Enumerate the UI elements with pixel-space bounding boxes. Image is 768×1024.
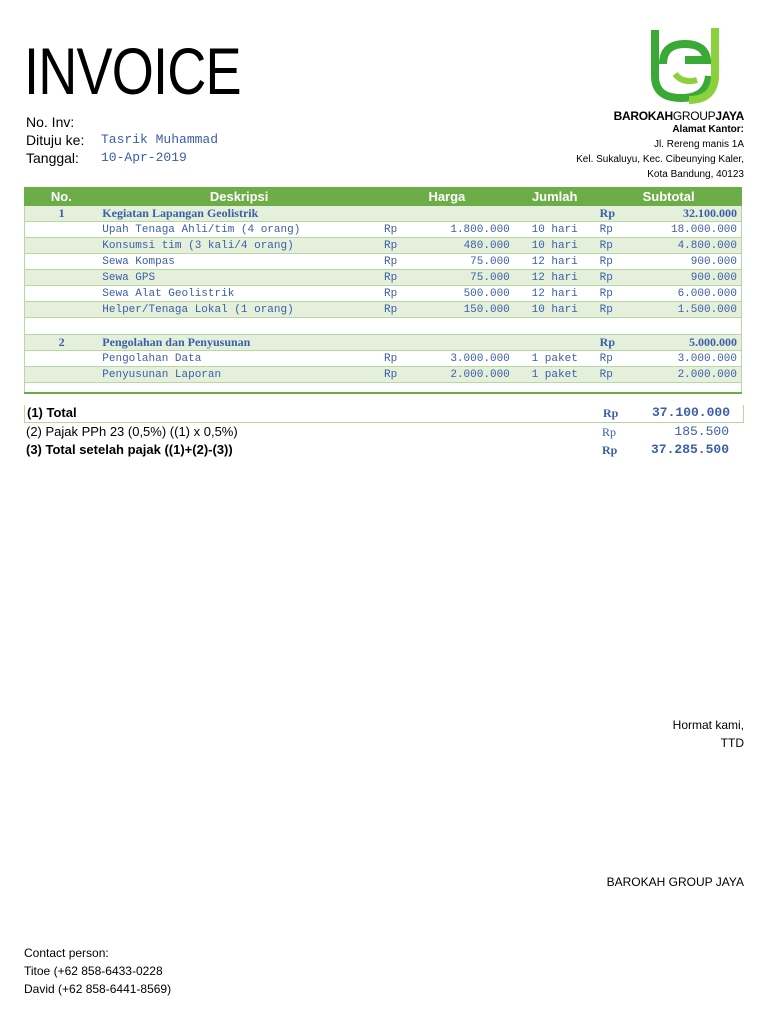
cell-price-currency: Rp (380, 238, 420, 254)
cell-quantity: 10 hari (514, 238, 596, 254)
cell-description: Pengolahan dan Penyusunan (98, 335, 380, 351)
column-header-no: No. (25, 188, 99, 206)
cell-price: 480.000 (420, 238, 514, 254)
cell-price-currency (380, 318, 420, 335)
cell-description: Helper/Tenaga Lokal (1 orang) (98, 302, 380, 318)
address-line: Kel. Sukaluyu, Kec. Cibeunying Kaler, (576, 154, 744, 165)
closing-greeting: Hormat kami, (672, 718, 744, 732)
cell-description: Penyusunan Laporan (98, 367, 380, 383)
cell-subtotal: 900.000 (632, 270, 742, 286)
cell-price: 150.000 (420, 302, 514, 318)
recipient-label: Dituju ke: (26, 132, 85, 148)
cell-price-currency: Rp (380, 367, 420, 383)
cell-price-currency (380, 335, 420, 351)
cell-number (25, 302, 99, 318)
cell-description (98, 383, 380, 394)
table-row (25, 302, 742, 318)
cell-quantity (514, 335, 596, 351)
cell-price: 1.800.000 (420, 222, 514, 238)
total-label: (1) Total (27, 405, 77, 420)
cell-quantity: 10 hari (514, 302, 596, 318)
cell-price (420, 318, 514, 335)
after-tax-row (24, 442, 742, 459)
cell-subtotal: 900.000 (632, 254, 742, 270)
cell-quantity: 12 hari (514, 270, 596, 286)
cell-subtotal-currency: Rp (596, 286, 632, 302)
company-name-part-3: JAYA (715, 109, 744, 123)
cell-price-currency: Rp (380, 351, 420, 367)
cell-subtotal-currency: Rp (596, 302, 632, 318)
cell-quantity: 1 paket (514, 367, 596, 383)
cell-price-currency: Rp (380, 222, 420, 238)
cell-price: 2.000.000 (420, 367, 514, 383)
cell-number (25, 222, 99, 238)
cell-quantity: 12 hari (514, 286, 596, 302)
total-row (24, 405, 744, 423)
column-header-price: Harga (380, 188, 514, 206)
column-header-description: Deskripsi (98, 188, 380, 206)
cell-number (25, 351, 99, 367)
table-row (25, 351, 742, 367)
cell-subtotal: 32.100.000 (632, 206, 742, 222)
cell-price-currency (380, 206, 420, 222)
contact-label: Contact person: (24, 946, 109, 960)
contact-block (24, 944, 171, 998)
contact-line: Titoe (+62 858-6433-0228 (24, 964, 163, 978)
cell-description: Kegiatan Lapangan Geolistrik (98, 206, 380, 222)
tax-currency: Rp (602, 425, 617, 439)
cell-price: 3.000.000 (420, 351, 514, 367)
cell-quantity: 1 paket (514, 351, 596, 367)
table-row (25, 254, 742, 270)
cell-number (25, 318, 99, 335)
cell-number (25, 254, 99, 270)
cell-subtotal-currency: Rp (596, 206, 632, 222)
total-currency: Rp (603, 406, 619, 420)
cell-subtotal-currency: Rp (596, 254, 632, 270)
cell-description (98, 318, 380, 335)
table-header-row (25, 188, 742, 206)
after-tax-currency: Rp (602, 443, 618, 457)
cell-number: 1 (25, 206, 99, 222)
cell-number: 2 (25, 335, 99, 351)
cell-price (420, 383, 514, 394)
cell-subtotal-currency: Rp (596, 351, 632, 367)
cell-description: Upah Tenaga Ahli/tim (4 orang) (98, 222, 380, 238)
cell-number (25, 238, 99, 254)
total-value: 37.100.000 (651, 405, 730, 420)
date-label: Tanggal: (26, 150, 79, 166)
after-tax-value: 37.285.500 (650, 442, 729, 457)
signatory-company: BAROKAH GROUP JAYA (606, 875, 744, 889)
table-blank-row (25, 383, 742, 394)
cell-subtotal (632, 383, 742, 394)
table-blank-row (25, 318, 742, 335)
cell-subtotal: 2.000.000 (632, 367, 742, 383)
table-section-row (25, 335, 742, 351)
cell-subtotal-currency (596, 383, 632, 394)
invoice-number-label: No. Inv: (26, 114, 75, 130)
cell-subtotal: 3.000.000 (632, 351, 742, 367)
contact-line: David (+62 858-6441-8569) (24, 982, 172, 996)
company-name-part-2: GROUP (672, 109, 716, 123)
cell-number (25, 367, 99, 383)
cell-price-currency: Rp (380, 270, 420, 286)
signature-placeholder: TTD (720, 736, 744, 750)
cell-quantity: 10 hari (514, 222, 596, 238)
cell-number (25, 270, 99, 286)
cell-price (420, 335, 514, 351)
cell-subtotal-currency: Rp (596, 222, 632, 238)
column-header-subtotal: Subtotal (596, 188, 742, 206)
table-section-row (25, 206, 742, 222)
address-block (576, 122, 744, 182)
address-header: Alamat Kantor: (672, 124, 744, 135)
table-row (25, 270, 742, 286)
after-tax-label: (3) Total setelah pajak ((1)+(2)-(3)) (26, 442, 233, 457)
cell-subtotal-currency: Rp (596, 367, 632, 383)
cell-quantity: 12 hari (514, 254, 596, 270)
cell-subtotal (632, 318, 742, 335)
cell-price-currency: Rp (380, 254, 420, 270)
cell-subtotal: 18.000.000 (632, 222, 742, 238)
cell-subtotal: 5.000.000 (632, 335, 742, 351)
cell-subtotal-currency: Rp (596, 270, 632, 286)
date-value: 10-Apr-2019 (101, 150, 187, 165)
invoice-title: INVOICE (24, 34, 241, 108)
tax-label: (2) Pajak PPh 23 (0,5%) ((1) x 0,5%) (26, 424, 238, 439)
cell-subtotal: 4.800.000 (632, 238, 742, 254)
cell-subtotal-currency: Rp (596, 238, 632, 254)
cell-price-currency: Rp (380, 286, 420, 302)
company-logo (645, 24, 735, 104)
cell-price: 75.000 (420, 270, 514, 286)
cell-quantity (514, 206, 596, 222)
cell-subtotal: 6.000.000 (632, 286, 742, 302)
column-header-quantity: Jumlah (514, 188, 596, 206)
cell-number (25, 383, 99, 394)
cell-description: Sewa GPS (98, 270, 380, 286)
cell-price-currency (380, 383, 420, 394)
cell-price: 500.000 (420, 286, 514, 302)
cell-subtotal-currency: Rp (596, 335, 632, 351)
cell-price (420, 206, 514, 222)
cell-description: Sewa Alat Geolistrik (98, 286, 380, 302)
tax-row (24, 424, 742, 441)
cell-subtotal: 1.500.000 (632, 302, 742, 318)
cell-description: Konsumsi tim (3 kali/4 orang) (98, 238, 380, 254)
cell-subtotal-currency (596, 318, 632, 335)
address-line: Jl. Rereng manis 1A (653, 139, 744, 150)
recipient-value: Tasrik Muhammad (101, 132, 219, 147)
table-row (25, 367, 742, 383)
cell-description: Pengolahan Data (98, 351, 380, 367)
cell-quantity (514, 318, 596, 335)
table-row (25, 222, 742, 238)
cell-quantity (514, 383, 596, 394)
table-row (25, 238, 742, 254)
tax-value: 185.500 (674, 424, 729, 439)
address-line: Kota Bandung, 40123 (647, 169, 744, 180)
cell-price: 75.000 (420, 254, 514, 270)
cell-description: Sewa Kompas (98, 254, 380, 270)
table-row (25, 286, 742, 302)
company-name-part-1: BAROKAH (613, 109, 673, 123)
cell-price-currency: Rp (380, 302, 420, 318)
invoice-table (24, 187, 742, 394)
cell-number (25, 286, 99, 302)
company-name (614, 109, 744, 123)
